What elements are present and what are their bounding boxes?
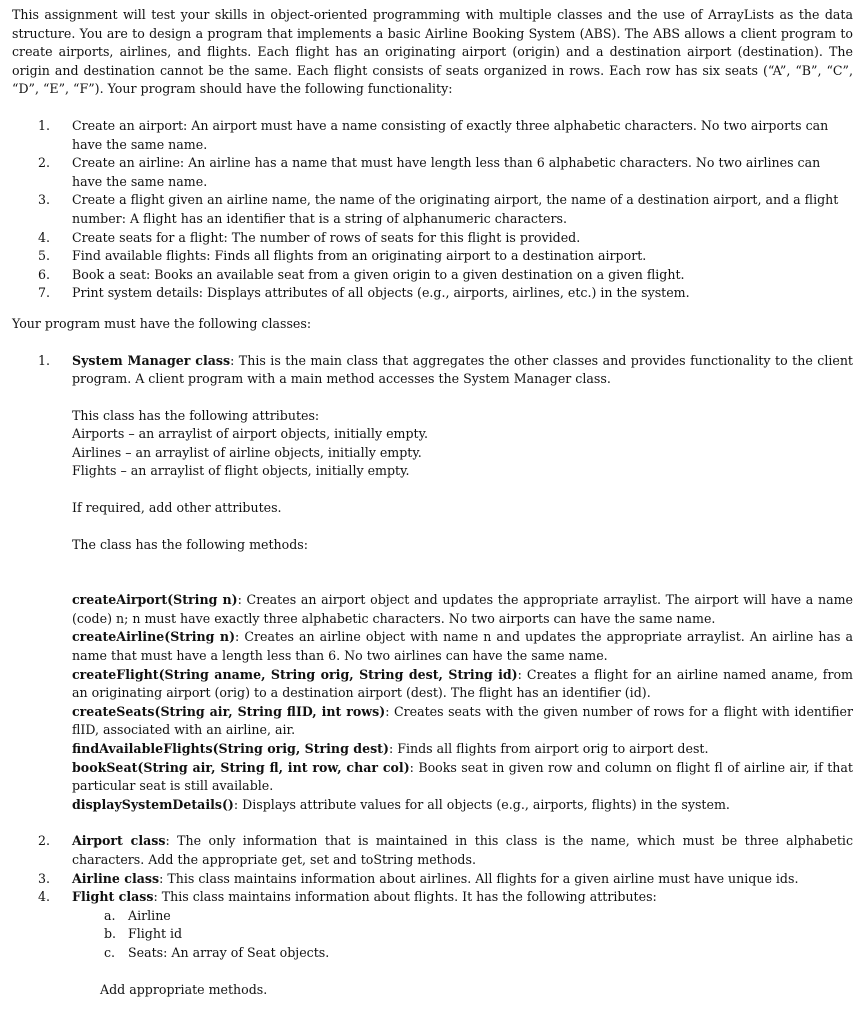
method-entry: bookSeat(String air, String fl, int row, char col): Books seat in given row and column on flight fl of airline air, if that particular seat is still available. [72,759,853,794]
other-classes-list [12,832,853,906]
flight-attributes-list [12,907,853,963]
if-required-note: If required, add other attributes. [72,500,282,516]
method-entry: createSeats(String air, String flID, int rows): Creates seats with the given number of rows for a flight with identifier flID, associated with an airline, air. [72,703,853,738]
method-entry: createAirline(String n): Creates an airline object with name n and updates the appropriate arraylist. An airline has a name that must have a length less than 6. No two airlines can have the same name. [72,629,853,664]
functionality-item: 5. Find available flights: Finds all flights from an originating airport to a destination airport. [38,248,647,264]
functionality-item: 2. Create an airline: An airline has a name that must have length less than 6 alphabetic characters. No two airlines can have the same name. [38,155,821,189]
flight-class: 4. Flight class: This class maintains information about flights. It has the following attributes: [38,889,657,905]
airport-class: 2. Airport class: The only information that is maintained in this class is the name, which must be three alphabetic characters. Add the appropriate get, set and toString methods. [38,833,853,867]
methods-list [72,591,853,814]
method-entry: displaySystemDetails(): Displays attribute values for all objects (e.g., airports, flights) in the system. [72,796,730,812]
functionality-item: 4. Create seats for a flight: The number of rows of seats for this flight is provided. [38,229,581,245]
flight-attribute: b. Flight id [104,926,183,942]
method-entry: createFlight(String aname, String orig, String dest, String id): Creates a flight for an airline named aname, from an originating airport (orig) to a destination airport (dest). The flight has an identifier (id). [72,666,853,701]
intro-paragraph: This assignment will test your skills in object-oriented programming with multiple classes and the use of ArrayLists as the data structure. You are to design a program that implements a basic Airline Booking System (ABS). The ABS allows a client program to create airports, airlines, and flights. Each flight has an originating airport (origin) and a destination airport (destination). The origin and destination cannot be the same. Each flight consists of seats organized in rows. Each row has six seats (“A”, “B”, “C”, “D”, “E”, “F”). Your program should have the following functionality: [12,7,853,97]
airline-class: 3. Airline class: This class maintains information about airlines. All flights for a given airline must have unique ids. [38,870,799,886]
method-entry: createAirport(String n): Creates an airport object and updates the appropriate arraylist. The airport will have a name (code) n; n must have exactly three alphabetic characters. No two airports can have the same name. [72,592,853,626]
closing-note: Add appropriate methods. [100,981,268,997]
classes-intro: Your program must have the following classes: [12,315,312,331]
methods-intro: The class has the following methods: [72,536,308,552]
attribute-line: Airlines – an arraylist of airline objects, initially empty. [72,444,422,460]
flight-attribute: c. Seats: An array of Seat objects. [104,944,330,960]
functionality-list [12,117,853,303]
class-name: System Manager class [72,352,231,368]
functionality-item: 3. Create a flight given an airline name, the name of the originating airport, the name of a destination airport, and a flight number: A flight has an identifier that is a string of alphanumeric characters. [38,192,839,226]
attributes-intro: This class has the following attributes: [72,407,320,423]
flight-attribute: a. Airline [104,907,171,923]
attribute-line: Flights – an arraylist of flight objects, initially empty. [72,463,410,479]
system-manager-class: 1. System Manager class: This is the main class that aggregates the other classes and provides functionality to the client program. A client program with a main method accesses the System Manager class. This class has the following attributes: Airports – an arraylist of airport objects, initially empty. Airlines – an arraylist of airline objects, initially empty. Flights – an arraylist of flight objects, initially empty. If required, add other attributes. The class has the following methods: createAirport(String n): Creates an airport object and updates the appropriate arraylist. The airport will have a name (code) n; n must have exactly three alphabetic characters. No two airports can have the same name. createAirline(String n): Creates an airline object with name n and updates the appropriate arraylist. An airline has a name that must have a length less than 6. No two airlines can have the same name. createFlight(String aname, String orig, String dest, String id): Creates a flight for an airline named aname, from an originating airport (orig) to a destination airport (dest). The flight has an identifier (id). createSeats(String air, String flID, int rows): Creates seats with the given number of rows for a flight with identifier flID, associated with an airline, air. findAvailableFlights(String orig, String dest): Finds all flights from airport orig to airport dest. bookSeat(String air, String fl, int row, char col): Books seat in given row and column on flight fl of airline air, if that particular seat is still available. displaySystemDetails(): Displays attribute values for all objects (e.g., airports, flights) in the system. [12,352,853,815]
functionality-item: 7. Print system details: Displays attributes of all objects (e.g., airports, airlines, etc.) in the system. [38,285,690,301]
attribute-line: Airports – an arraylist of airport objects, initially empty. [72,426,429,442]
functionality-item: 6. Book a seat: Books an available seat from a given origin to a given destination on a given flight. [38,266,685,282]
method-entry: findAvailableFlights(String orig, String dest): Finds all flights from airport orig to airport dest. [72,741,709,756]
functionality-item: 1. Create an airport: An airport must have a name consisting of exactly three alphabetic characters. No two airports can have the same name. [38,117,829,152]
